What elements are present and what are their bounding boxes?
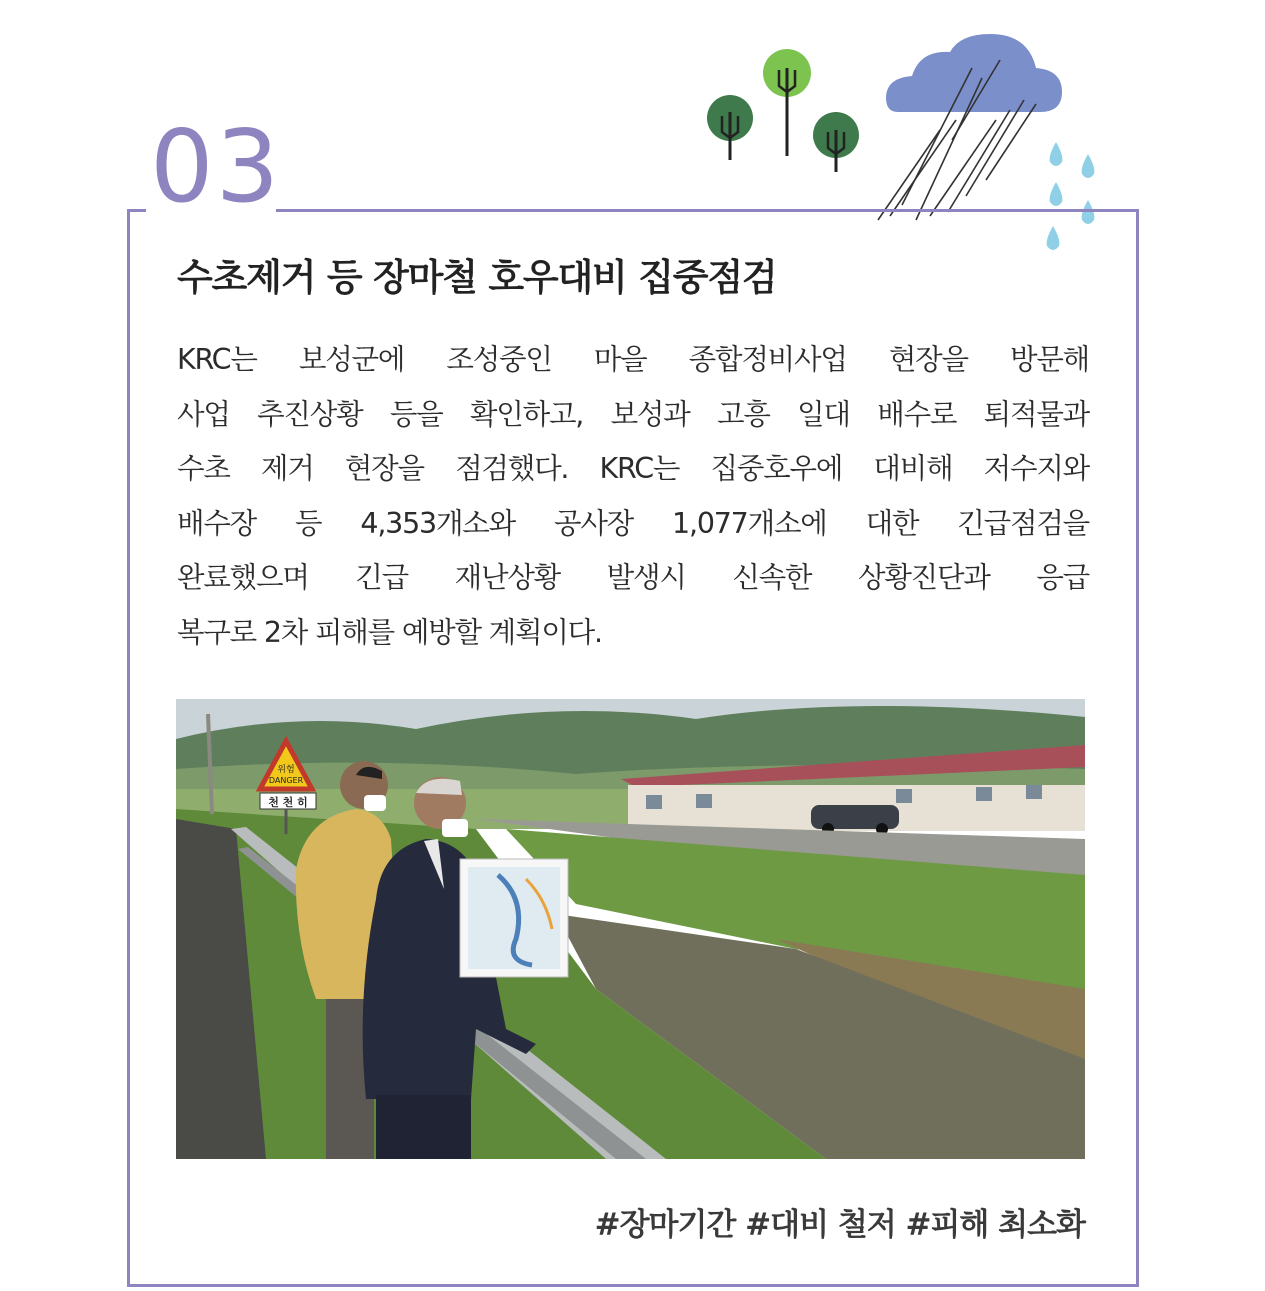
body-line: 복구로 2차 피해를 예방할 계획이다. — [177, 615, 602, 649]
body-line: 배수장 등 4,353개소와 공사장 1,077개소에 대한 긴급점검을 — [177, 506, 1089, 540]
article-title: 수초제거 등 장마철 호우대비 집중점검 — [177, 256, 777, 299]
body-line: 사업 추진상황 등을 확인하고, 보성과 고흥 일대 배수로 퇴적물과 — [177, 397, 1089, 431]
body-line: 완료했으며 긴급 재난상황 발생시 신속한 상황진단과 응급 — [177, 561, 1089, 594]
cloud-icon — [886, 34, 1062, 112]
tree-icon — [813, 112, 859, 172]
body-line: 수초 제거 현장을 점검했다. KRC는 집중호우에 대비해 저수지와 — [177, 452, 1089, 485]
tree-icon — [763, 49, 811, 156]
sign-danger-text: DANGER — [268, 776, 304, 785]
tree-icon — [707, 95, 753, 160]
sign-top-text: 위험 — [277, 765, 295, 775]
sign-slow-text: 천 천 히 — [268, 796, 308, 809]
article-body — [177, 333, 1089, 660]
hashtags: #장마기간 #대비 철저 #피해 최소화 — [594, 1207, 1085, 1243]
inspection-photo — [176, 699, 1085, 1159]
section-number: 03 — [150, 108, 282, 225]
body-line: KRC는 보성군에 조성중인 마을 종합정비사업 현장을 방문해 — [177, 343, 1089, 376]
